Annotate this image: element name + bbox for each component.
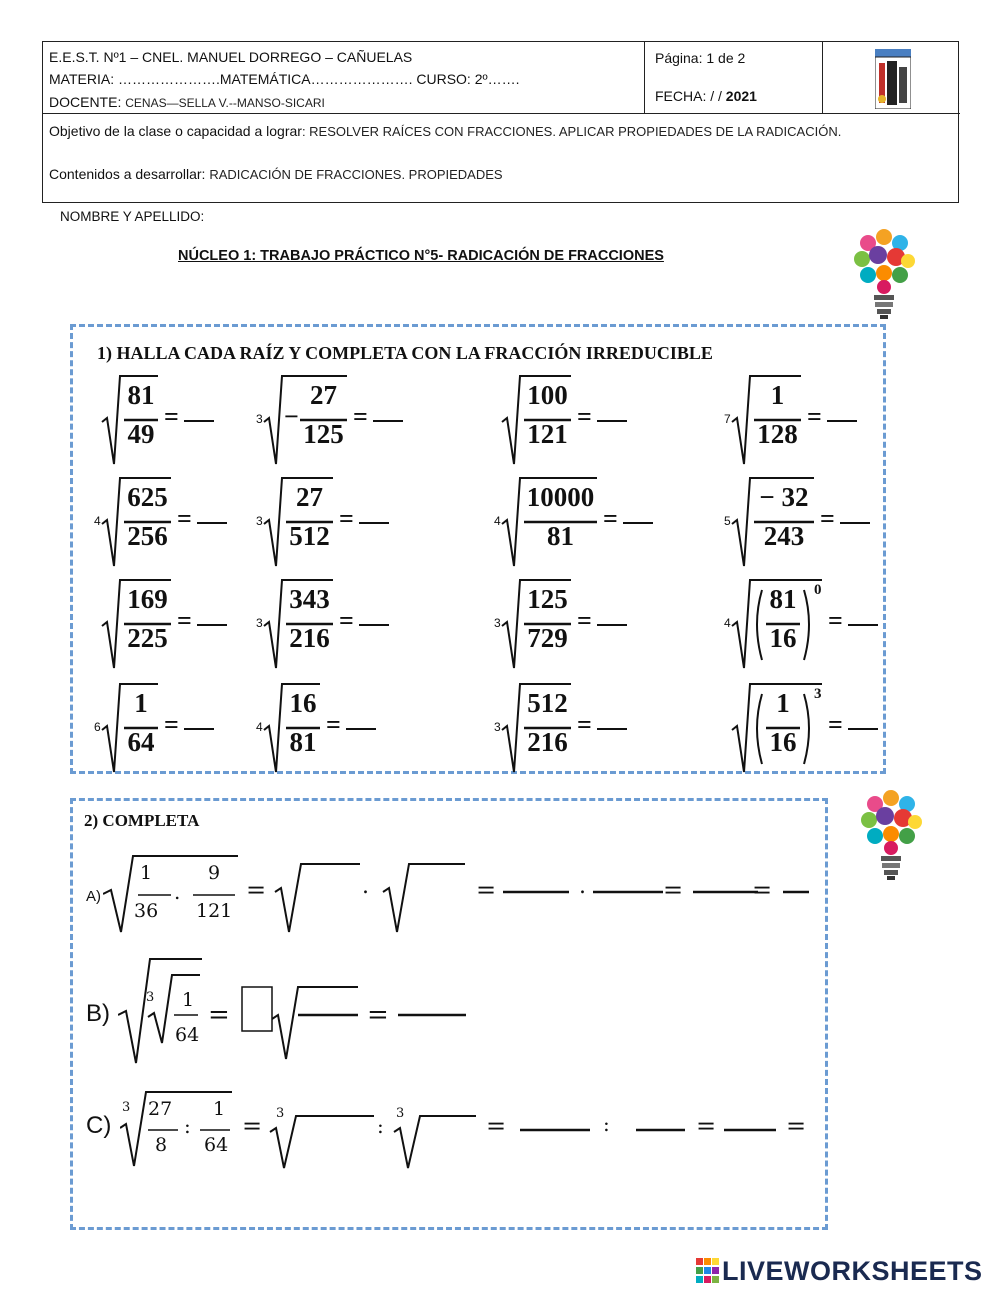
b-den: 64 [175,1024,200,1046]
numerator: 27 [296,482,323,512]
item-b-radicals [118,955,478,1070]
equals-sign: = [339,504,354,533]
equals-sign: = [807,402,822,431]
exercise-2-heading: 2) COMPLETA [84,811,200,830]
c-den1: 8 [155,1134,168,1156]
contenidos-text: RADICACIÓN DE FRACCIONES. PROPIEDADES [209,167,503,182]
denominator: 128 [757,419,798,449]
numerator: 1 [770,380,785,410]
denominator: 16 [769,623,797,653]
answer-blank[interactable] [184,420,214,422]
denominator: 49 [127,419,155,449]
item-b-label: B) [86,1000,110,1027]
root-index: 7 [724,412,731,426]
a-den2: 121 [196,900,233,922]
equals-sign: = [828,606,843,635]
equals-sign: = [577,710,592,739]
school-logo-icon [875,49,911,109]
lightbulb-icon [855,786,927,882]
school-name: E.E.S.T. Nº1 – CNEL. MANUEL DORREGO – CAÑUELAS [49,49,413,65]
contenidos-label: Contenidos a desarrollar: [49,166,210,182]
denominator: 121 [527,419,568,449]
c-equals: = [696,1112,717,1140]
student-name-label: NOMBRE Y APELLIDO: [60,209,205,224]
numerator: 81 [127,380,155,410]
c-index2: 3 [276,1106,285,1121]
a-num2: 9 [208,862,221,884]
root-index: 4 [256,720,263,734]
fraction [124,690,158,756]
denominator: 256 [127,521,168,551]
a-equals: = [663,876,684,904]
numerator: 343 [289,584,330,614]
c-colon: : [184,1114,191,1138]
page-number: Página: 1 de 2 [655,50,746,66]
c-equals: = [486,1112,507,1140]
denominator: 81 [547,521,574,551]
answer-blank[interactable] [848,624,878,626]
equals-sign: = [820,504,835,533]
numerator: 100 [527,380,568,410]
materia-line: MATERIA: ………………….MATEMÁTICA…………………. CURSO: 2º……. [49,71,520,87]
item-c-label: C) [86,1112,112,1139]
denominator: 216 [527,727,568,757]
root-index: 3 [494,720,501,734]
equals-sign: = [177,504,192,533]
answer-blank[interactable] [346,728,376,730]
answer-blank[interactable] [827,420,857,422]
negative-sign: − [284,402,299,431]
answer-blank[interactable] [840,522,870,524]
answer-blank[interactable] [184,728,214,730]
equals-sign: = [603,504,618,533]
answer-blank[interactable] [359,522,389,524]
a-dot3: . [579,874,586,899]
exponent: 0 [814,582,822,598]
root-index: 4 [94,514,101,528]
denominator: 729 [527,623,568,653]
fraction [524,382,571,448]
denominator: 243 [763,521,805,551]
numerator: 125 [527,584,568,614]
equals-sign: = [828,710,843,739]
denominator: 81 [289,727,317,757]
denominator: 16 [769,727,797,757]
answer-blank[interactable] [848,728,878,730]
a-den1: 36 [134,900,159,922]
numerator: 169 [127,584,168,614]
a-dot: . [174,880,181,904]
fraction [754,382,801,448]
denominator: 225 [127,623,168,653]
c-num2: 1 [213,1098,226,1120]
a-equals: = [246,876,267,904]
denominator: 216 [289,623,330,653]
docente-line [49,94,325,110]
contenidos-line [49,166,503,182]
fraction [300,382,347,448]
numerator: 81 [769,584,797,614]
b-equals: = [367,1000,389,1030]
lightbulb-icon [848,225,920,321]
numerator: 16 [289,688,317,718]
equals-sign: = [353,402,368,431]
fraction [524,484,597,550]
root-index: 3 [494,616,501,630]
c-index3: 3 [396,1106,405,1121]
objetivo-text: : RESOLVER RAÍCES CON FRACCIONES. APLICAR PROPIEDADES DE LA RADICACIÓN. [301,124,842,139]
exponent: 3 [814,686,822,702]
b-equals: = [208,1000,230,1030]
objetivo-label: Objetivo de la clase o capacidad a lograr [49,123,302,139]
numerator: 625 [127,482,168,512]
numerator: 1 [134,688,148,718]
root-index: 4 [494,514,501,528]
fraction [766,690,800,756]
equals-sign: = [577,606,592,635]
year: 2021 [725,88,757,104]
a-num1: 1 [140,862,153,884]
equals-sign: = [177,606,192,635]
date-line [655,88,757,104]
header-table [42,41,959,203]
c-den2: 64 [204,1134,229,1156]
worksheet-title: NÚCLEO 1: TRABAJO PRÁCTICO N°5- RADICACIÓN DE FRACCIONES [178,248,664,264]
answer-blank[interactable] [623,522,653,524]
fraction [286,690,320,756]
c-equals: = [786,1112,807,1140]
root-index: 3 [256,412,263,426]
b-num: 1 [182,989,195,1011]
header-page-cell [645,42,823,114]
liveworksheets-logo-icon [696,1258,720,1284]
exercise-1-heading: 1) HALLA CADA RAÍZ Y COMPLETA CON LA FRACCIÓN IRREDUCIBLE [97,343,713,363]
equals-sign: = [164,710,179,739]
equals-sign: = [577,402,592,431]
root-index: 4 [724,616,731,630]
numerator: − 32 [759,482,809,512]
objetivo-line [49,123,841,139]
answer-blank[interactable] [597,420,627,422]
fraction [286,586,333,652]
answer-blank[interactable] [359,624,389,626]
answer-blank[interactable] [373,420,403,422]
header-logo-cell [823,42,960,114]
root-index: 5 [724,514,731,528]
numerator: 512 [527,688,568,718]
item-a-label: A) [86,888,101,905]
a-equals: = [476,876,497,904]
denominator: 125 [303,419,344,449]
fraction [754,484,814,550]
date-label: FECHA: / / [655,88,726,104]
liveworksheets-brand: LIVEWORKSHEETS [722,1256,983,1286]
answer-blank[interactable] [597,728,627,730]
numerator: 27 [310,380,337,410]
root-index: 3 [256,514,263,528]
c-index: 3 [122,1100,131,1115]
answer-blank[interactable] [597,624,627,626]
c-equals: = [242,1112,263,1140]
c-num1: 27 [148,1098,173,1120]
fraction [766,586,800,652]
c-colon2: : [377,1114,384,1138]
fraction [124,382,158,448]
root-index: 3 [256,616,263,630]
equals-sign: = [326,710,341,739]
fraction [524,586,571,652]
fraction [124,484,171,550]
fraction [286,484,333,550]
answer-blank[interactable] [197,522,227,524]
equals-sign: = [339,606,354,635]
b-index: 3 [146,990,155,1005]
equals-sign: = [164,402,179,431]
fraction [524,690,571,756]
docente-names: CENAS—SELLA V.--MANSO-SICARI [125,96,325,110]
denominator: 64 [127,727,155,757]
header-school-cell [43,42,645,114]
a-equals: = [752,876,773,904]
numerator: 10000 [526,482,595,512]
root-index: 6 [94,720,101,734]
c-colon3: : [603,1112,610,1136]
fraction [124,586,171,652]
docente-label: DOCENTE: [49,94,126,110]
answer-blank[interactable] [197,624,227,626]
a-dot2: . [362,874,369,899]
denominator: 512 [289,521,330,551]
numerator: 1 [776,688,790,718]
